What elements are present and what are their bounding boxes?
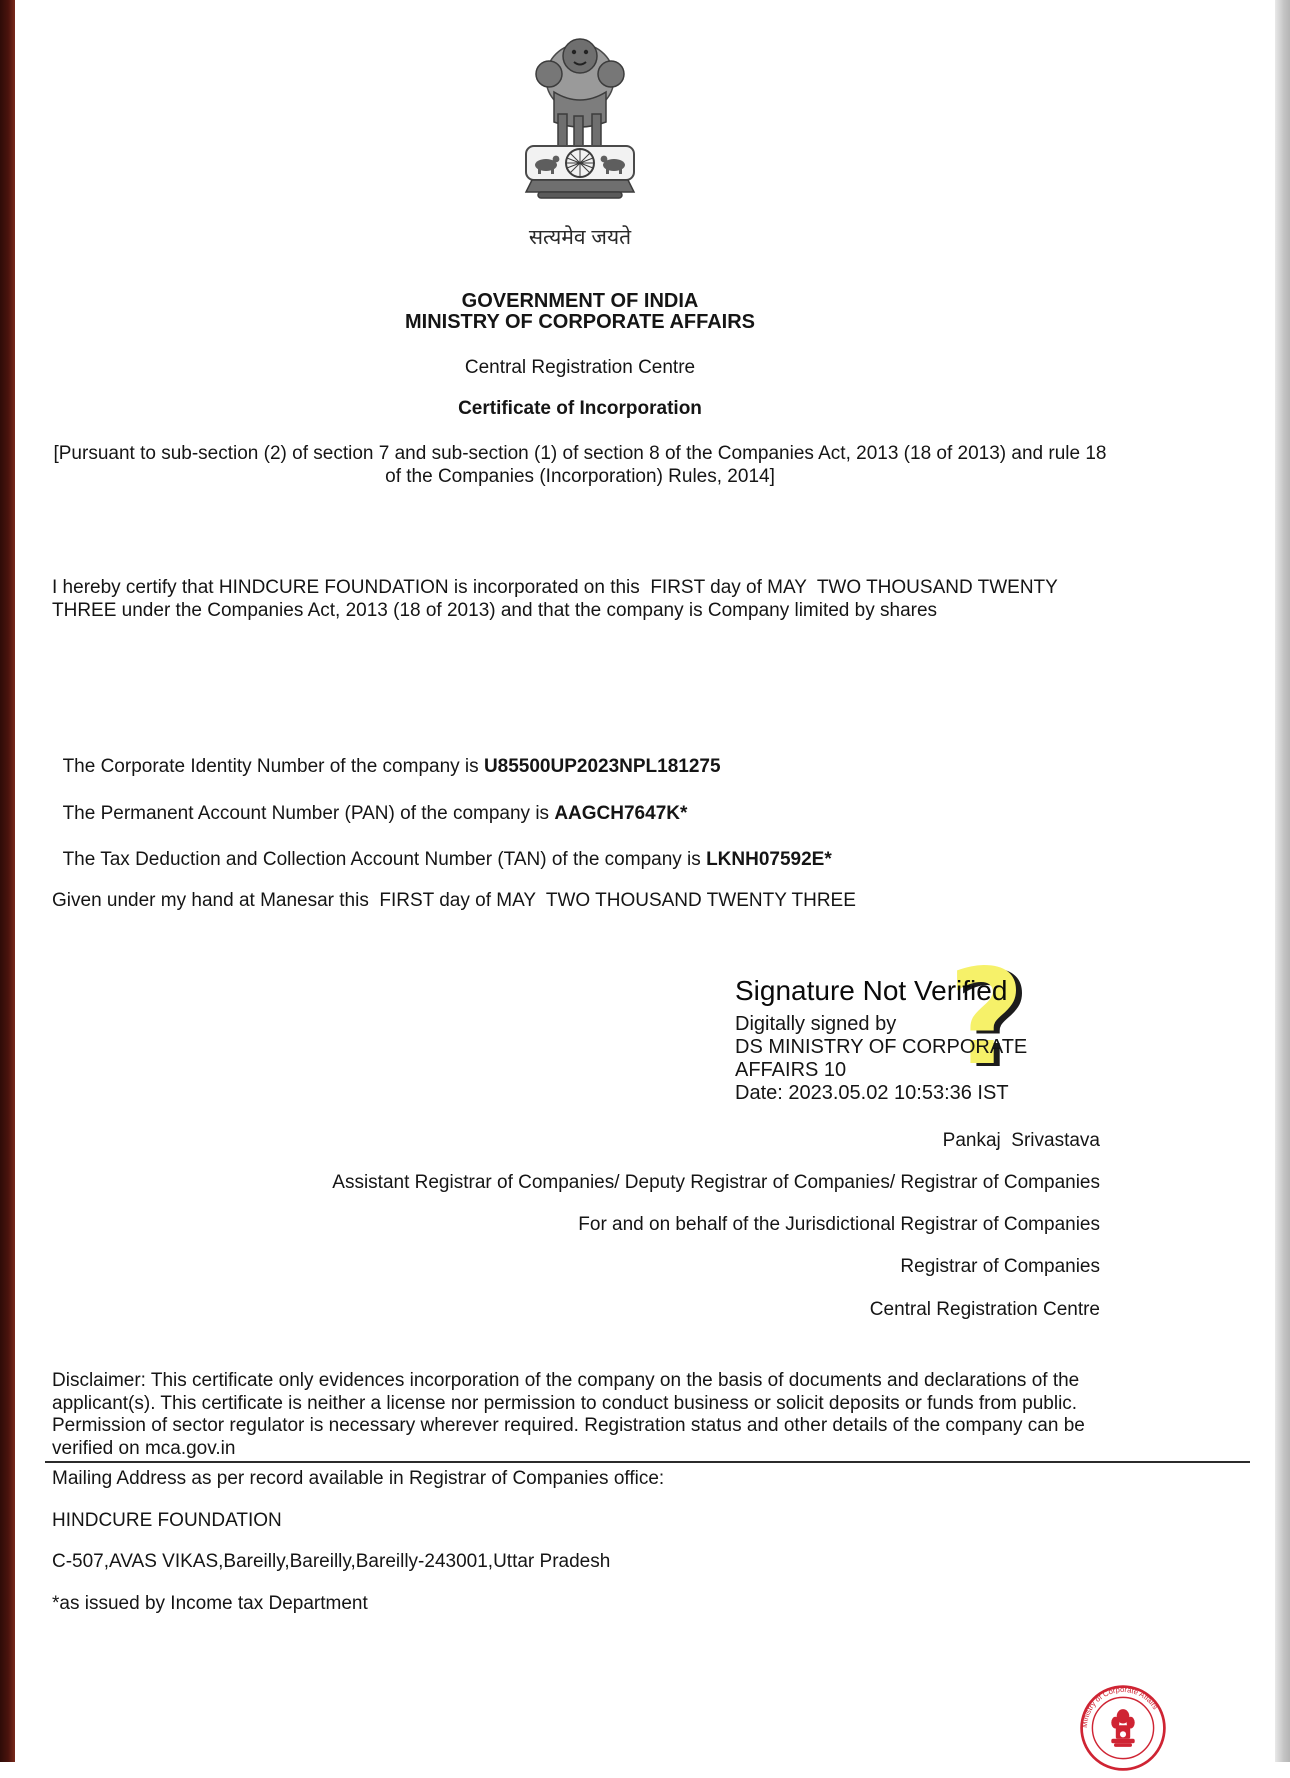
- pan-line: [52, 780, 1108, 825]
- signature-signed-by-line2: DS MINISTRY OF CORPORATE: [735, 1036, 1028, 1058]
- tan-value: LKNH07592E*: [706, 848, 832, 870]
- cin-value: U85500UP2023NPL181275: [483, 755, 721, 777]
- central-registration-centre-heading: Central Registration Centre: [464, 357, 696, 378]
- pan-value: AAGCH7647K*: [554, 802, 688, 824]
- signature-status-text: Signature Not Verified: [735, 975, 1008, 1006]
- signature-signed-by-line1: Digitally signed by: [735, 1013, 897, 1035]
- mailing-company-name: HINDCURE FOUNDATION: [52, 1510, 282, 1531]
- certificate-title: Certificate of Incorporation: [458, 398, 702, 419]
- pan-tan-footnote: *as issued by Income tax Department: [52, 1593, 368, 1614]
- mailing-address-line: C-507,AVAS VIKAS,Bareilly,Bareilly,Bareilly-243001,Uttar Pradesh: [52, 1551, 611, 1572]
- ministry-heading: MINISTRY OF CORPORATE AFFAIRS: [404, 311, 755, 333]
- signatory-name: Pankaj Srivastava: [942, 1130, 1100, 1151]
- seal-center-emblem: [1111, 1709, 1134, 1747]
- government-of-india-heading: GOVERNMENT OF INDIA: [461, 290, 699, 312]
- ministry-seal: [1078, 1683, 1168, 1773]
- cin-line: [52, 733, 1108, 778]
- seal-ring-text: Ministry of Corporate Affairs: [1079, 1684, 1161, 1729]
- signature-question-mark-icon: ?: [948, 941, 1025, 1095]
- tan-line: [52, 826, 1108, 871]
- signatory-role-line2: For and on behalf of the Jurisdictional Registrar of Companies: [578, 1214, 1100, 1235]
- ashoka-lion-capital-icon: [518, 26, 642, 216]
- section-divider-line: [45, 1461, 1250, 1463]
- signatory-role-line3: Registrar of Companies: [900, 1256, 1100, 1277]
- signature-signed-by-line3: AFFAIRS 10: [735, 1059, 847, 1081]
- left-edge-shadow: [0, 0, 15, 1762]
- certification-statement: I hereby certify that HINDCURE FOUNDATION is incorporated on this FIRST day of MAY TWO THOUSAND TWENTY THREE under the Companies Act, 2013 (18 of 2013) and that the company is Company limited by shares: [52, 577, 1063, 621]
- mailing-address-heading: Mailing Address as per record available in Registrar of Companies office:: [52, 1468, 665, 1489]
- right-edge-shadow: [1275, 0, 1290, 1762]
- disclaimer-text: Disclaimer: This certificate only evidences incorporation of the company on the basis of documents and declarations of the applicant(s). This certificate is neither a license nor permission to conduct business or solicit deposits or funds from public. Permission of sector regulator is necessary wherever required. Registration status and other details of the company can be verified on mca.gov.in: [52, 1370, 1091, 1459]
- pan-label: The Permanent Account Number (PAN) of the company is: [62, 802, 555, 824]
- digital-signature-stamp[interactable]: [735, 976, 1155, 1105]
- national-emblem: [518, 26, 642, 251]
- emblem-motto: सत्यमेव जयते: [528, 226, 632, 249]
- ministry-seal-icon: [1078, 1683, 1168, 1773]
- signatory-role-line1: Assistant Registrar of Companies/ Deputy Registrar of Companies/ Registrar of Companies: [332, 1172, 1100, 1193]
- given-under-hand-line: Given under my hand at Manesar this FIRST day of MAY TWO THOUSAND TWENTY THREE: [52, 890, 856, 911]
- pursuant-clause: [Pursuant to sub-section (2) of section 7 and sub-section (1) of section 8 of the Companies Act, 2013 (18 of 2013) and rule 18 of the Companies (Incorporation) Rules, 2014]: [53, 443, 1112, 487]
- tan-label: The Tax Deduction and Collection Account Number (TAN) of the company is: [62, 848, 707, 870]
- signature-date-line: Date: 2023.05.02 10:53:36 IST: [735, 1082, 1009, 1104]
- cin-label: The Corporate Identity Number of the company is: [62, 755, 484, 777]
- signatory-role-line4: Central Registration Centre: [869, 1299, 1100, 1320]
